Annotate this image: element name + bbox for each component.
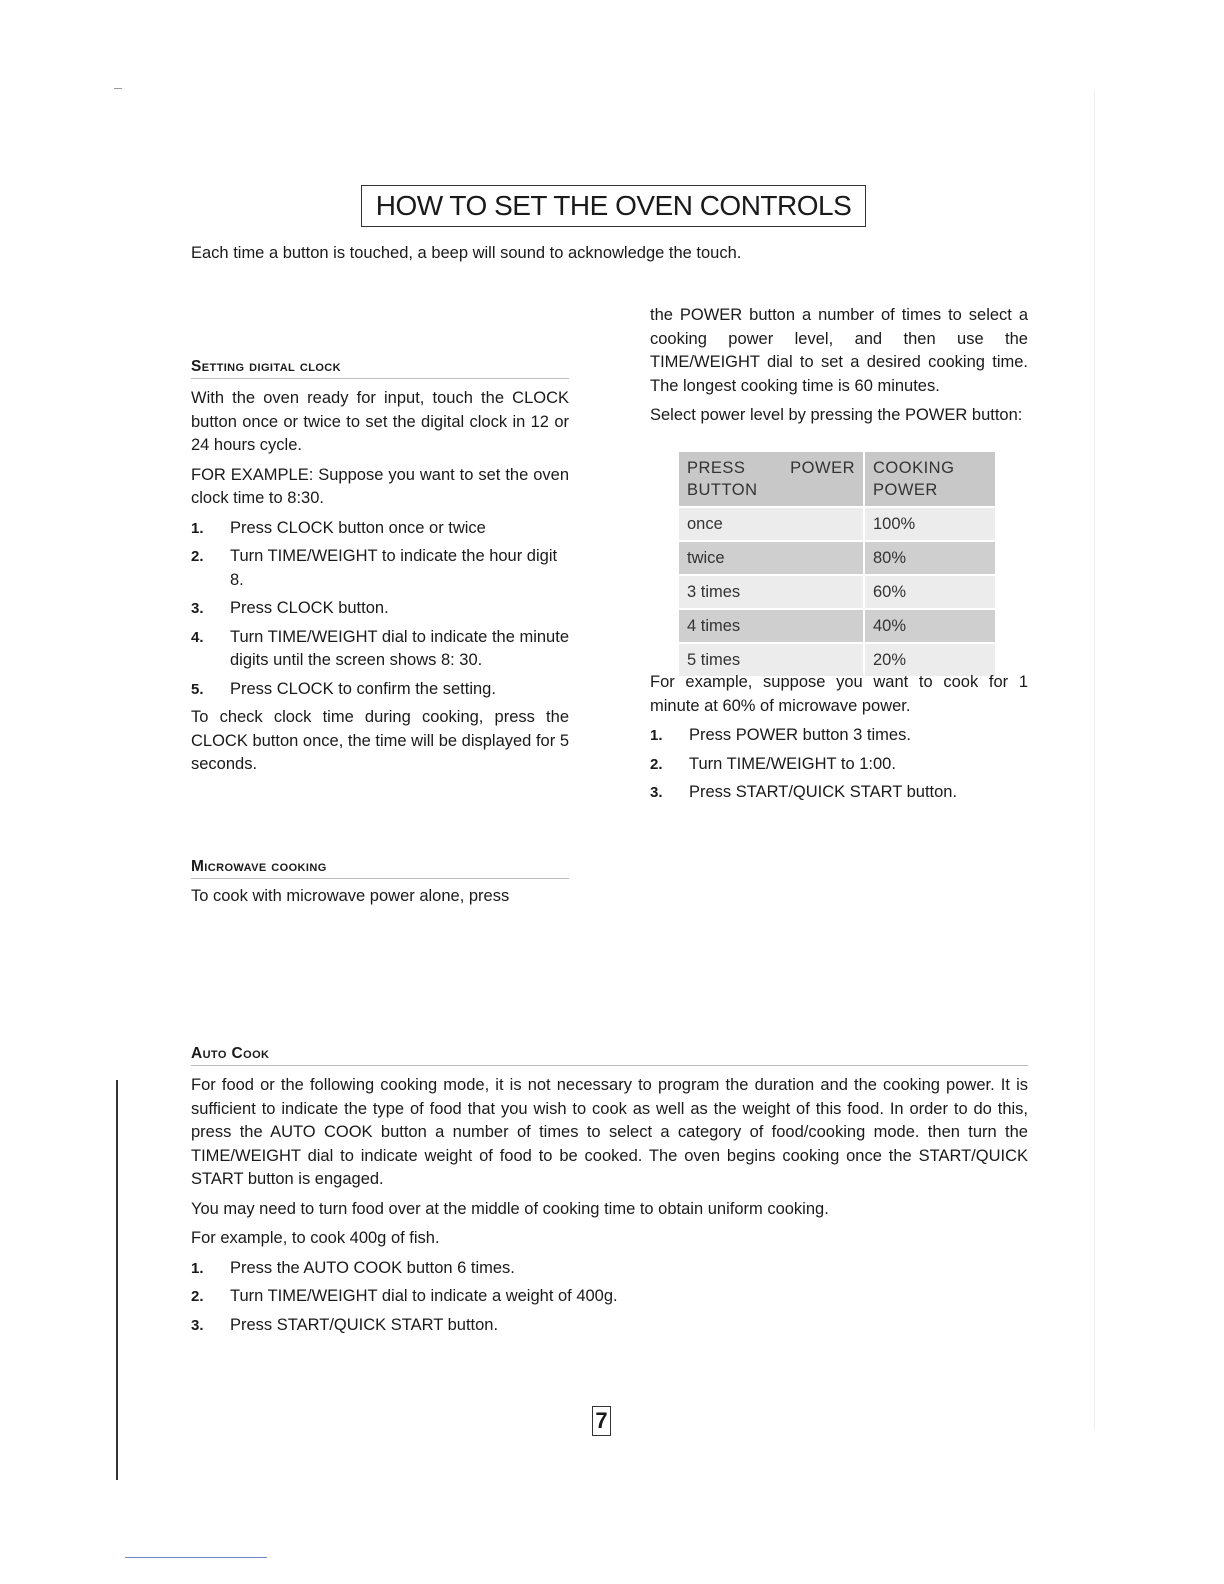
intro-text: Each time a button is touched, a beep will sound to acknowledge the touch.: [191, 244, 742, 262]
list-item: [191, 517, 569, 541]
power-cell: 80%: [865, 542, 995, 574]
press-cell: 5 times: [679, 644, 865, 676]
microwave-steps: [650, 724, 1028, 805]
step-number: 4.: [191, 628, 204, 646]
header-cooking-power: [865, 452, 995, 506]
table-row: [679, 576, 995, 608]
scan-mark: [114, 88, 122, 89]
microwave-section: [191, 858, 569, 909]
power-cell: 60%: [865, 576, 995, 608]
header-button-word: BUTTON: [687, 481, 758, 499]
power-cell: 20%: [865, 644, 995, 676]
press-cell: 4 times: [679, 610, 865, 642]
step-number: 3.: [650, 784, 663, 801]
step-text: Turn TIME/WEIGHT to indicate the hour digit 8.: [230, 547, 558, 589]
power-level-table: [679, 450, 995, 678]
list-item: [191, 678, 569, 702]
microwave-para1-continued: the POWER button a number of times to select a cooking power level, and then use the TIME/WEIGHT dial to set a desired cooking time. The longest cooking time is 60 minutes.: [650, 306, 1028, 395]
power-cell: 40%: [865, 610, 995, 642]
table-row: [679, 508, 995, 540]
header-power-word: POWER: [790, 459, 855, 477]
digital-clock-heading: Setting digital clock: [191, 358, 569, 379]
press-cell: once: [679, 508, 865, 540]
press-cell: 3 times: [679, 576, 865, 608]
page-title: HOW TO SET THE OVEN CONTROLS: [361, 185, 866, 227]
step-number: 1.: [191, 1259, 204, 1277]
list-item: [191, 1257, 1028, 1281]
left-margin-line: [116, 1080, 118, 1480]
bottom-underline: [125, 1557, 267, 1558]
digital-clock-para1: With the oven ready for input, touch the CLOCK button once or twice to set the digital clock in 12 or 24 hours cycle.: [191, 389, 569, 454]
digital-clock-para3: To check clock time during cooking, press the CLOCK button once, the time will be displayed for 5 seconds.: [191, 708, 569, 773]
table-header-row: [679, 452, 995, 506]
microwave-para2: Select power level by pressing the POWER button:: [650, 406, 1023, 424]
step-text: Turn TIME/WEIGHT to 1:00.: [689, 754, 896, 773]
page-number: 7: [592, 1406, 611, 1436]
list-item: [191, 1285, 1028, 1309]
step-text: Press CLOCK to confirm the setting.: [230, 679, 496, 698]
step-text: Turn TIME/WEIGHT dial to indicate the minute digits until the screen shows 8: 30.: [230, 627, 569, 669]
digital-clock-section: [191, 358, 569, 777]
step-number: 1.: [650, 727, 663, 744]
power-cell: 100%: [865, 508, 995, 540]
microwave-continued: [650, 304, 1028, 428]
header-cooking-word: COOKING: [873, 459, 955, 477]
list-item: [650, 724, 1028, 748]
list-item: [650, 781, 1028, 805]
press-cell: twice: [679, 542, 865, 574]
step-text: Press CLOCK button once or twice: [230, 518, 486, 537]
right-margin-line: [1094, 90, 1095, 1430]
microwave-para3: For example, suppose you want to cook for 1 minute at 60% of microwave power.: [650, 673, 1028, 715]
table-row: [679, 610, 995, 642]
step-text: Press START/QUICK START button.: [230, 1315, 499, 1334]
header-power-word-2: POWER: [873, 481, 938, 499]
step-text: Press POWER button 3 times.: [689, 726, 911, 744]
microwave-heading: Microwave cooking: [191, 858, 569, 879]
table-row: [679, 542, 995, 574]
step-number: 2.: [650, 755, 663, 773]
auto-cook-heading: Auto Cook: [191, 1045, 1028, 1066]
step-number: 2.: [191, 548, 204, 565]
auto-cook-para2: You may need to turn food over at the middle of cooking time to obtain uniform cooking.: [191, 1199, 829, 1218]
list-item: [191, 597, 569, 621]
auto-cook-steps: [191, 1257, 1028, 1338]
step-number: 3.: [191, 1316, 204, 1334]
list-item: [650, 753, 1028, 777]
step-number: 5.: [191, 680, 204, 698]
digital-clock-steps: [191, 517, 569, 702]
header-press-word: PRESS: [687, 459, 746, 477]
list-item: [191, 1314, 1028, 1338]
step-number: 1.: [191, 519, 204, 537]
step-number: 2.: [191, 1288, 204, 1305]
step-text: Press START/QUICK START button.: [689, 783, 958, 801]
auto-cook-section: [191, 1045, 1028, 1342]
step-text: Turn TIME/WEIGHT dial to indicate a weight of 400g.: [230, 1287, 618, 1305]
list-item: [191, 545, 569, 592]
step-number: 3.: [191, 600, 204, 617]
step-text: Press CLOCK button.: [230, 599, 389, 617]
header-press-button: [679, 452, 865, 506]
microwave-para1-start: To cook with microwave power alone, press: [191, 887, 510, 905]
auto-cook-para3: For example, to cook 400g of fish.: [191, 1229, 440, 1247]
auto-cook-para1: For food or the following cooking mode, it is not necessary to program the duration and the cooking power. It is sufficient to indicate the type of food that you wish to cook as well as the weight of this food. In order to do this, press the AUTO COOK button a number of times to select a category of food/cooking mode. then turn the TIME/WEIGHT dial to indicate weight of food to be cooked. The oven begins cooking once the START/QUICK START button is engaged.: [191, 1076, 1028, 1188]
microwave-example: [650, 671, 1028, 810]
digital-clock-para2: FOR EXAMPLE: Suppose you want to set the oven clock time to 8:30.: [191, 465, 569, 507]
step-text: Press the AUTO COOK button 6 times.: [230, 1258, 515, 1277]
list-item: [191, 626, 569, 673]
